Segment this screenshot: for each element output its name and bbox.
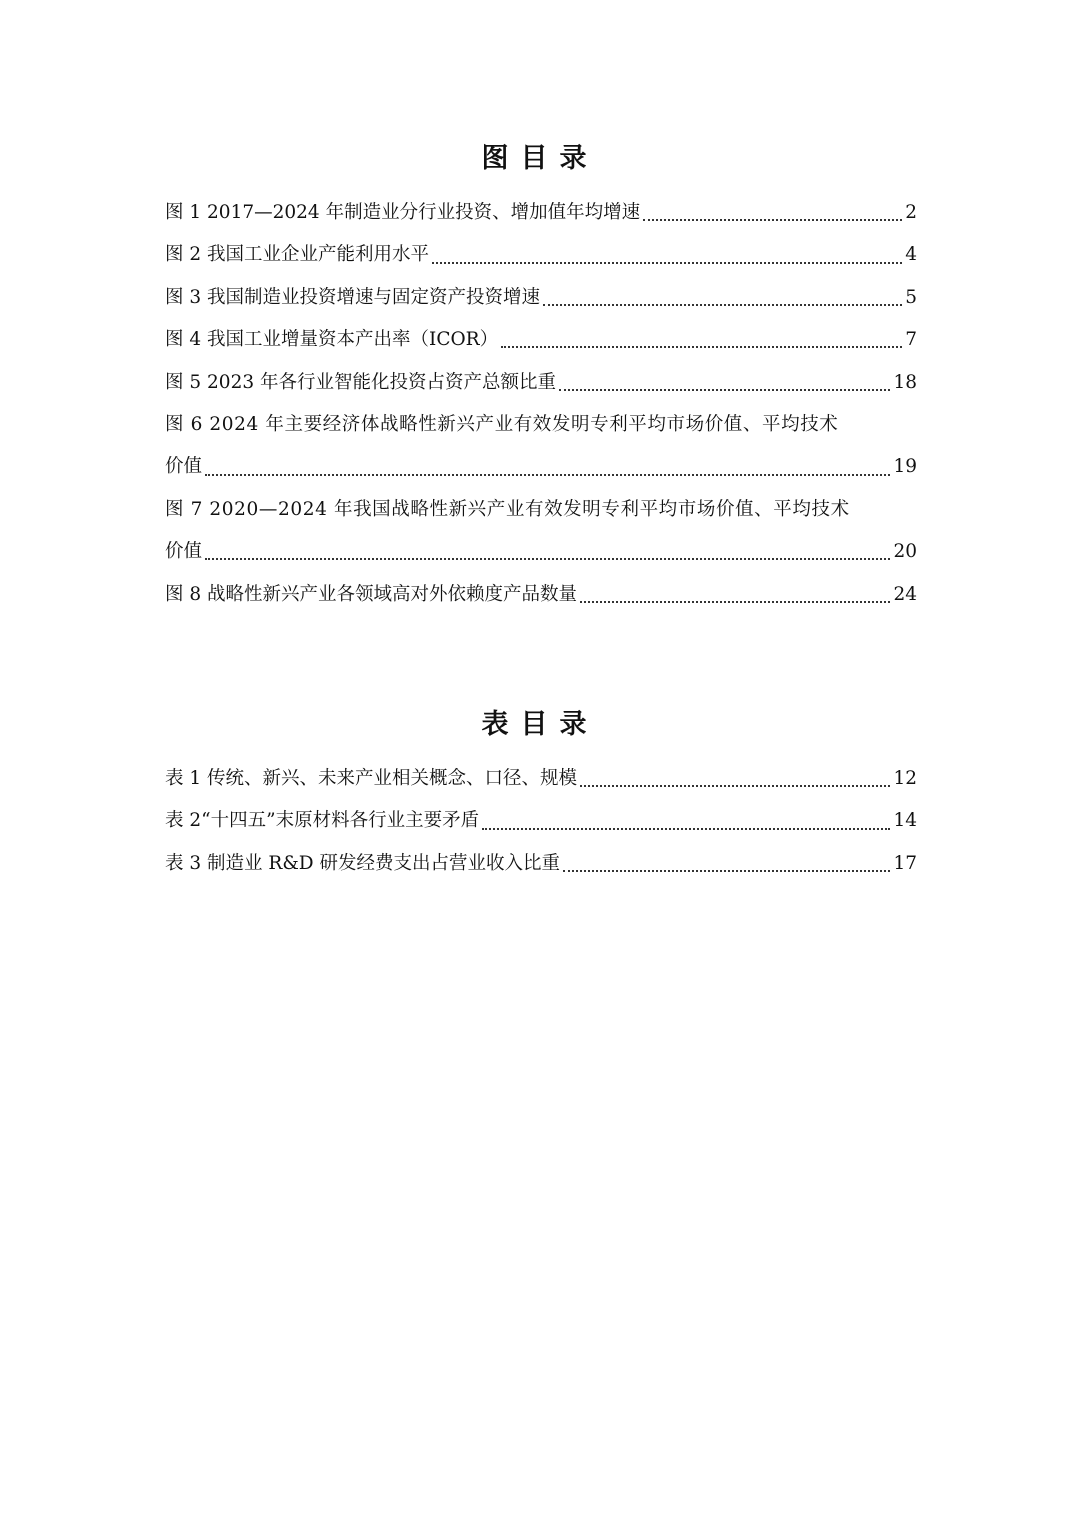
toc-entry-label: 图 1 2017—2024 年制造业分行业投资、增加值年均增速 [165,202,641,223]
toc-page-number: 24 [893,583,917,605]
toc-page-number: 18 [893,371,917,393]
toc-entry-figure-3[interactable] [165,277,917,319]
toc-entry-table-1[interactable] [165,758,917,800]
dot-leader [580,601,890,603]
dot-leader [643,219,902,221]
table-list-title: 表目录 [481,709,599,740]
toc-page-number: 2 [905,202,917,223]
toc-entry-figure-2[interactable] [165,234,917,276]
dot-leader [501,346,902,348]
figure-toc-list [165,192,917,616]
dot-leader [563,870,890,872]
dot-leader [559,389,890,391]
toc-entry-label: 图 5 2023 年各行业智能化投资占资产总额比重 [165,371,556,393]
toc-entry-label-line2: 价值 [165,456,203,478]
toc-entry-figure-1[interactable] [165,192,917,234]
toc-entry-figure-6[interactable] [165,404,917,489]
toc-entry-label-line1: 图 6 2024 年主要经济体战略性新兴产业有效发明专利平均市场价值、平均技术 [165,413,839,435]
toc-entry-label-line2: 价值 [165,541,203,563]
toc-entry-label: 表 2“十四五”末原材料各行业主要矛盾 [165,810,480,832]
toc-page-number: 7 [905,329,917,351]
dot-leader [205,558,890,560]
toc-entry-label: 图 3 我国制造业投资增速与固定资产投资增速 [165,286,541,308]
toc-entry-table-3[interactable] [165,843,917,885]
figure-list-title: 图目录 [481,143,599,174]
dot-leader [205,474,890,476]
dot-leader [432,262,902,264]
toc-page-number: 20 [893,541,917,563]
table-toc-list [165,758,917,885]
toc-page-number: 12 [893,768,917,789]
toc-page-number: 14 [893,810,917,832]
toc-entry-label: 图 2 我国工业企业产能利用水平 [165,244,430,266]
toc-entry-label: 图 4 我国工业增量资本产出率（ICOR） [165,329,499,351]
toc-page-number: 5 [905,286,917,308]
toc-entry-label: 图 8 战略性新兴产业各领域高对外依赖度产品数量 [165,583,578,605]
dot-leader [482,828,890,830]
toc-entry-figure-7[interactable] [165,489,917,574]
toc-entry-figure-5[interactable] [165,362,917,404]
toc-page-number: 19 [893,456,917,478]
toc-page-number: 17 [893,852,917,874]
toc-page-number: 4 [905,244,917,266]
toc-entry-label: 表 3 制造业 R&D 研发经费支出占营业收入比重 [165,852,561,874]
dot-leader [580,785,890,787]
toc-entry-table-2[interactable] [165,800,917,842]
toc-entry-label: 表 1 传统、新兴、未来产业相关概念、口径、规模 [165,768,578,789]
toc-entry-figure-8[interactable] [165,574,917,616]
toc-entry-figure-4[interactable] [165,319,917,361]
dot-leader [543,304,902,306]
toc-entry-label-line1: 图 7 2020—2024 年我国战略性新兴产业有效发明专利平均市场价值、平均技术 [165,498,850,520]
